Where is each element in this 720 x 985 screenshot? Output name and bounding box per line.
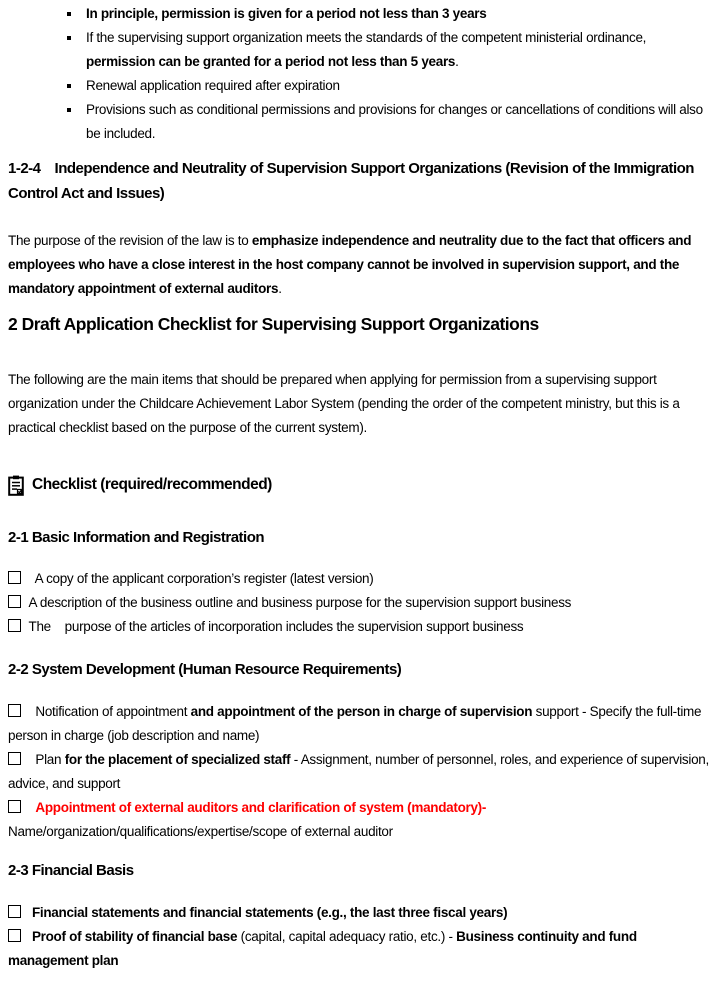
text-run: Name/organization/qualifications/expertise/scope of external auditor: [8, 800, 490, 839]
bullet-list: [8, 2, 712, 146]
checkbox-icon[interactable]: [8, 595, 21, 609]
text-run: (capital, capital adequacy ratio, etc.) -: [237, 929, 457, 944]
heading-title: Independence and Neutrality of Supervision Support Organizations (Revision of the Immigration Control Act and Issues): [8, 160, 698, 202]
list-item: [65, 26, 712, 74]
checklist-item: [8, 901, 712, 925]
checkbox-icon[interactable]: [8, 800, 21, 814]
bullet-icon: [65, 2, 86, 26]
checkbox-icon[interactable]: [8, 752, 21, 766]
checklist-item: [8, 700, 712, 748]
text-run: emphasize independence and neutrality due to the fact that officers and employees who have a close interest in the host company cannot be involved in supervision support, and the mandatory appointment of external auditors: [8, 233, 695, 296]
text-run: Notification of appointment: [28, 704, 191, 719]
text-run: .: [455, 54, 459, 69]
text-run: Renewal application required after expiration: [86, 78, 340, 93]
text-run: Provisions such as conditional permissions and provisions for changes or cancellations of conditions will also be included.: [86, 102, 707, 141]
list-item: [65, 98, 712, 146]
heading-1-2-4: [8, 156, 712, 206]
heading-2-3: 2-3 Financial Basis: [8, 862, 134, 879]
checklist-item: [8, 796, 712, 844]
text-run: Financial statements and financial statements (e.g., the last three fiscal years): [31, 905, 508, 920]
text-run-red: Appointment of external auditors and clarification of system (mandatory)-: [35, 800, 487, 815]
checklist-2-1: [8, 567, 712, 639]
heading-2-1: 2-1 Basic Information and Registration: [8, 529, 265, 546]
text-run: Plan: [28, 752, 65, 767]
text-run: - Assignment, number of personnel, roles, and experience of supervision, advice, and support: [8, 752, 713, 791]
checkbox-icon[interactable]: [8, 905, 21, 919]
checklist-header: [8, 472, 712, 498]
checklist-2-2: [8, 700, 712, 844]
heading-2-2: 2-2 System Development (Human Resource Requirements): [8, 661, 402, 678]
checkbox-icon[interactable]: [8, 929, 21, 943]
list-item: [65, 2, 712, 26]
document-page: [0, 2, 720, 973]
checklist-item: [8, 567, 712, 591]
checklist-2-3: [8, 901, 712, 973]
text-run: .: [278, 281, 282, 296]
paragraph-checklist-intro: The following are the main items that should be prepared when applying for permission from a supervising support organization under the Childcare Achievement Labor System (pending the order of the competent ministry, but this is a practical checklist based on the purpose of the current system).: [8, 372, 680, 435]
text-run: Business continuity and fund management plan: [8, 929, 641, 968]
clipboard-icon: [8, 475, 24, 496]
text-run: for the placement of specialized staff: [64, 752, 291, 767]
checkbox-icon[interactable]: [8, 571, 21, 585]
text-run: and appointment of the person in charge of supervision: [190, 704, 533, 719]
list-item: [65, 74, 712, 98]
bullet-icon: [65, 26, 86, 74]
bullet-icon: [65, 98, 86, 146]
heading-number: 1-2-4: [8, 160, 41, 177]
checklist-item: [8, 925, 712, 973]
checkbox-icon[interactable]: [8, 619, 21, 633]
paragraph-revision-purpose: [8, 229, 712, 301]
text-run: Proof of stability of financial base: [31, 929, 238, 944]
text-run: support - Specify the full-time person in charge (job description and name): [8, 704, 705, 743]
text-run: A description of the business outline and business purpose for the supervision support business: [28, 595, 572, 610]
text-run: permission can be granted for a period not less than 5 years: [86, 54, 456, 69]
text-run: In principle, permission is given for a period not less than 3 years: [86, 6, 487, 21]
checkbox-icon[interactable]: [8, 704, 21, 718]
checklist-item: [8, 615, 712, 639]
text-run: The purpose of the articles of incorporation includes the supervision support business: [28, 619, 524, 634]
checklist-item: [8, 591, 712, 615]
text-run: A copy of the applicant corporation’s register (latest version): [28, 571, 374, 586]
bullet-icon: [65, 74, 86, 98]
checklist-header-label: Checklist (required/recommended): [32, 476, 272, 493]
checklist-item: [8, 748, 712, 796]
text-run: If the supervising support organization meets the standards of the competent ministerial ordinance,: [86, 30, 650, 45]
text-run: The purpose of the revision of the law is to: [8, 233, 252, 248]
heading-2-draft-checklist: 2 Draft Application Checklist for Supervising Support Organizations: [8, 314, 539, 334]
